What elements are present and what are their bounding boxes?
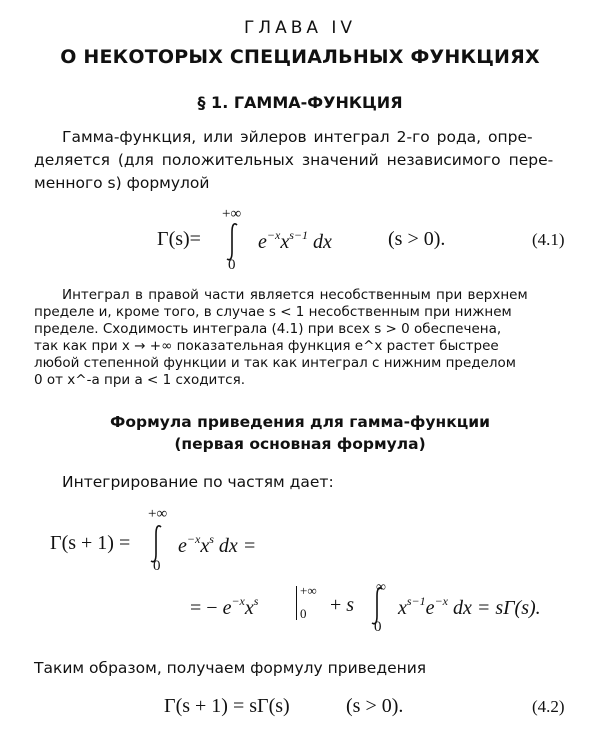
note-line-4: так как при x → +∞ показательная функция e^x растет быстрее xyxy=(34,338,499,354)
eq42-number: (4.2) xyxy=(532,697,565,716)
note-line-3: пределе. Сходимость интеграла (4.1) при всех s > 0 обеспечена, xyxy=(34,321,502,337)
parts-line-2: = − $e^{-x}x^s$ xyxy=(190,594,259,619)
eq41-lhs: Γ(s)= xyxy=(157,228,201,250)
eq42-body: Γ(s + 1) = sΓ(s) xyxy=(164,695,290,717)
eval-bar xyxy=(296,586,297,620)
chapter-title: О НЕКОТОРЫХ СПЕЦИАЛЬНЫХ ФУНКЦИЯХ xyxy=(60,46,540,68)
chapter-label: ГЛАВА IV xyxy=(243,18,357,38)
eval-upper: +∞ xyxy=(300,583,317,598)
subsection-title-1: Формула приведения для гамма-функции xyxy=(110,413,490,431)
parts2-lower-limit: 0 xyxy=(374,619,382,635)
note-line-5: любой степенной функции и так как интеграл с нижним пределом xyxy=(34,355,516,371)
eq41-condition: (s > 0). xyxy=(388,228,446,250)
parts-line-2c: $x^{s-1}e^{-x}$ dx = sΓ(s). xyxy=(398,594,541,619)
parts2-upper-limit: ∞ xyxy=(376,580,386,595)
note-line-2: пределе и, кроме того, в случае s < 1 несобственным при нижнем xyxy=(34,304,512,320)
eval-lower: 0 xyxy=(300,606,307,621)
eq41-number: (4.1) xyxy=(532,230,565,249)
parts-upper-limit: +∞ xyxy=(148,506,168,522)
note-line-1: Интеграл в правой части является несобственным при верхнем xyxy=(62,287,528,303)
intro-line-2: деляется (для положительных значений независимого пере- xyxy=(34,151,554,169)
subsection-title-2: (первая основная формула) xyxy=(174,435,426,453)
eq41-integrand: $e^{-x}x^{s-1}$ dx xyxy=(258,228,332,253)
section-title: § 1. ГАММА-ФУНКЦИЯ xyxy=(197,93,403,112)
eq42-condition: (s > 0). xyxy=(346,695,404,717)
parts-integrand: $e^{-x}x^s$ dx = xyxy=(178,532,257,557)
parts-line-2b: + s xyxy=(330,594,355,616)
intro-line-3: менного s) формулой xyxy=(34,174,210,192)
integral-sign xyxy=(226,222,240,262)
parts-intro: Интегрирование по частям дает: xyxy=(62,473,334,491)
intro-line-1: Гамма-функция, или эйлеров интеграл 2-го рода, опре- xyxy=(62,128,533,146)
eq41-upper-limit: +∞ xyxy=(222,206,242,222)
eq41-lower-limit: 0 xyxy=(228,257,236,273)
parts-lhs: Γ(s + 1) = xyxy=(50,532,131,554)
conclusion-text: Таким образом, получаем формулу приведения xyxy=(34,659,427,677)
note-line-6: 0 от x^-a при a < 1 сходится. xyxy=(34,372,246,388)
parts-lower-limit: 0 xyxy=(153,558,161,574)
